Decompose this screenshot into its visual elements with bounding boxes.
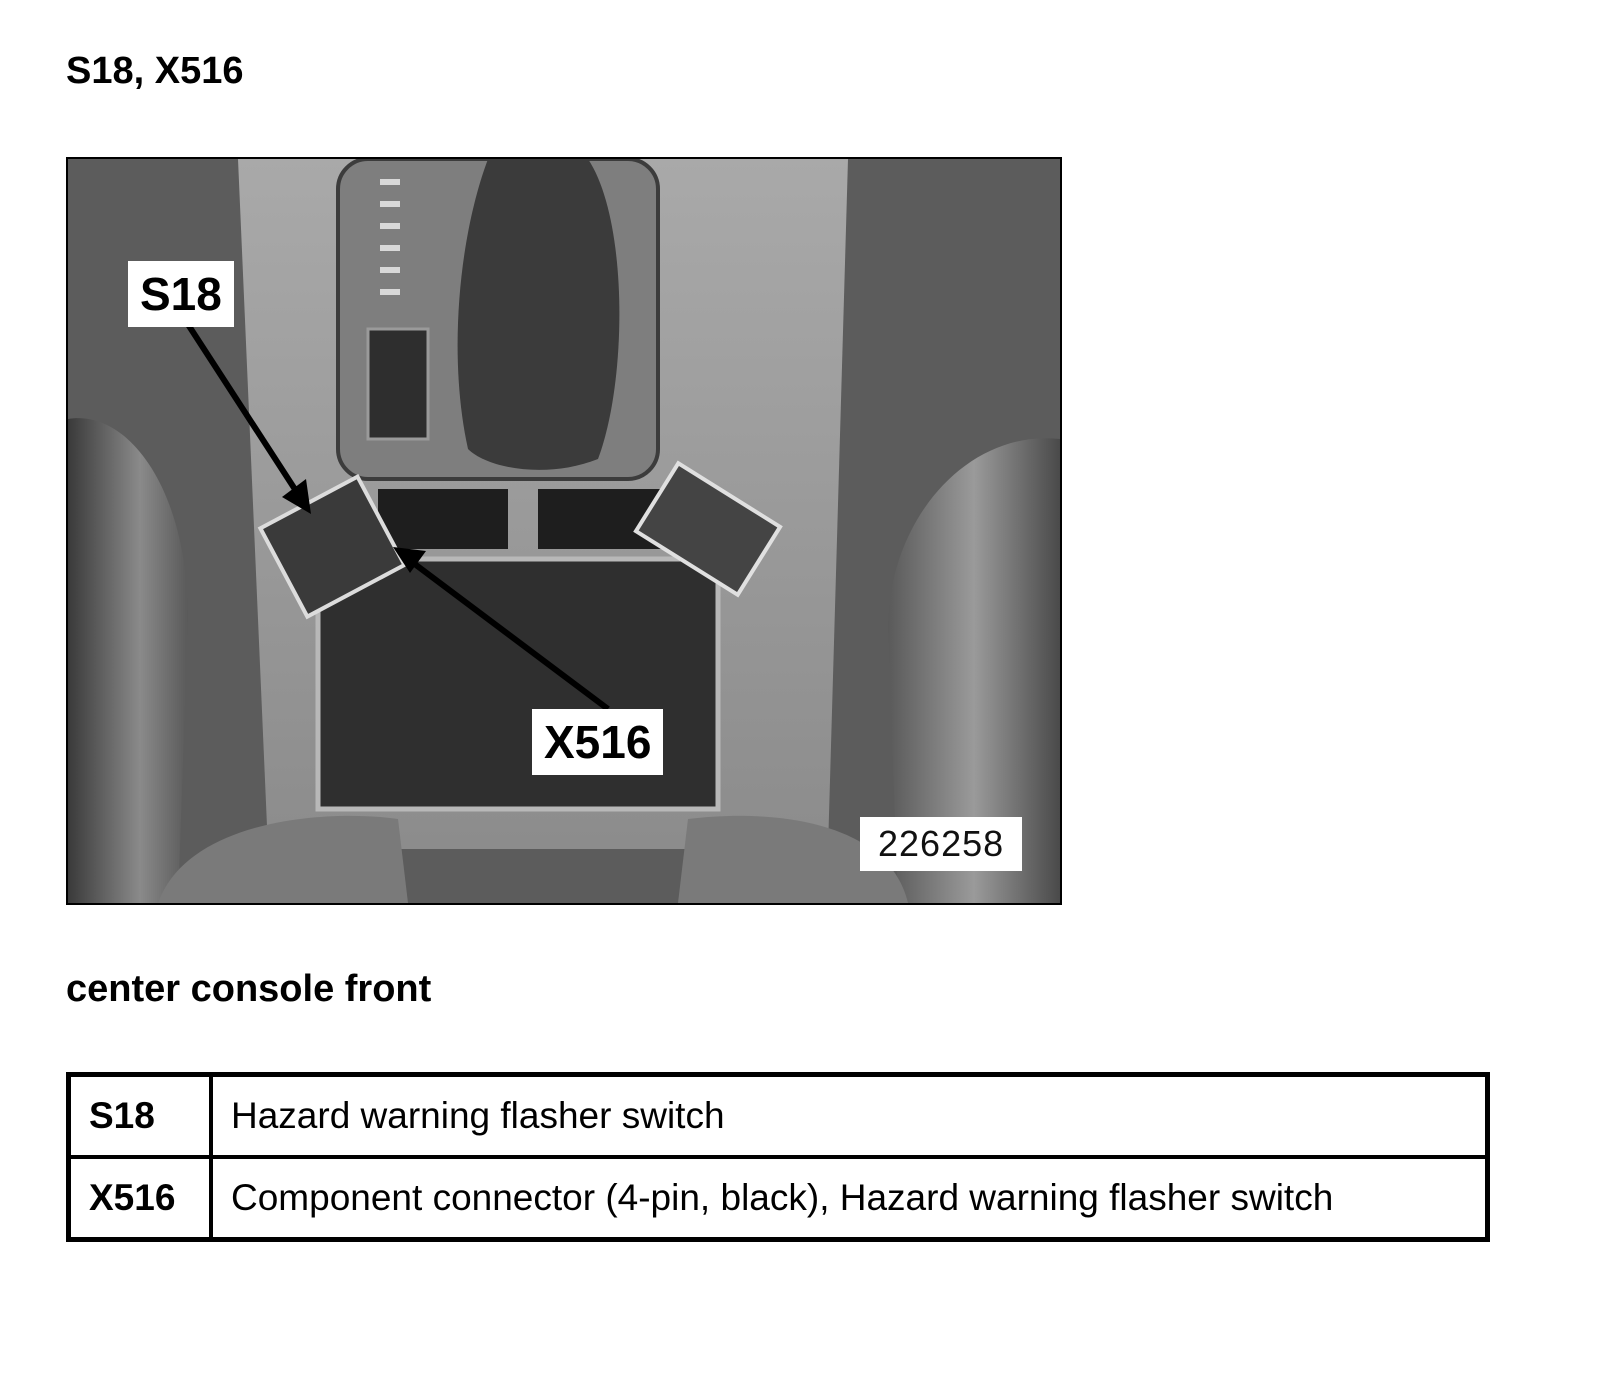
page-title: S18, X516 <box>66 50 244 92</box>
legend-code: S18 <box>69 1075 212 1158</box>
figure-number: 226258 <box>860 817 1022 871</box>
legend-description: Hazard warning flasher switch <box>211 1075 1488 1158</box>
legend-table <box>66 1072 1490 1242</box>
figure-caption: center console front <box>66 968 432 1010</box>
table-row <box>69 1075 1488 1158</box>
callout-x516: X516 <box>532 709 663 775</box>
legend-description: Component connector (4-pin, black), Hazard warning flasher switch <box>211 1157 1488 1240</box>
table-row <box>69 1157 1488 1240</box>
center-console-photo <box>66 157 1062 905</box>
callout-s18: S18 <box>128 261 234 327</box>
legend-code: X516 <box>69 1157 212 1240</box>
